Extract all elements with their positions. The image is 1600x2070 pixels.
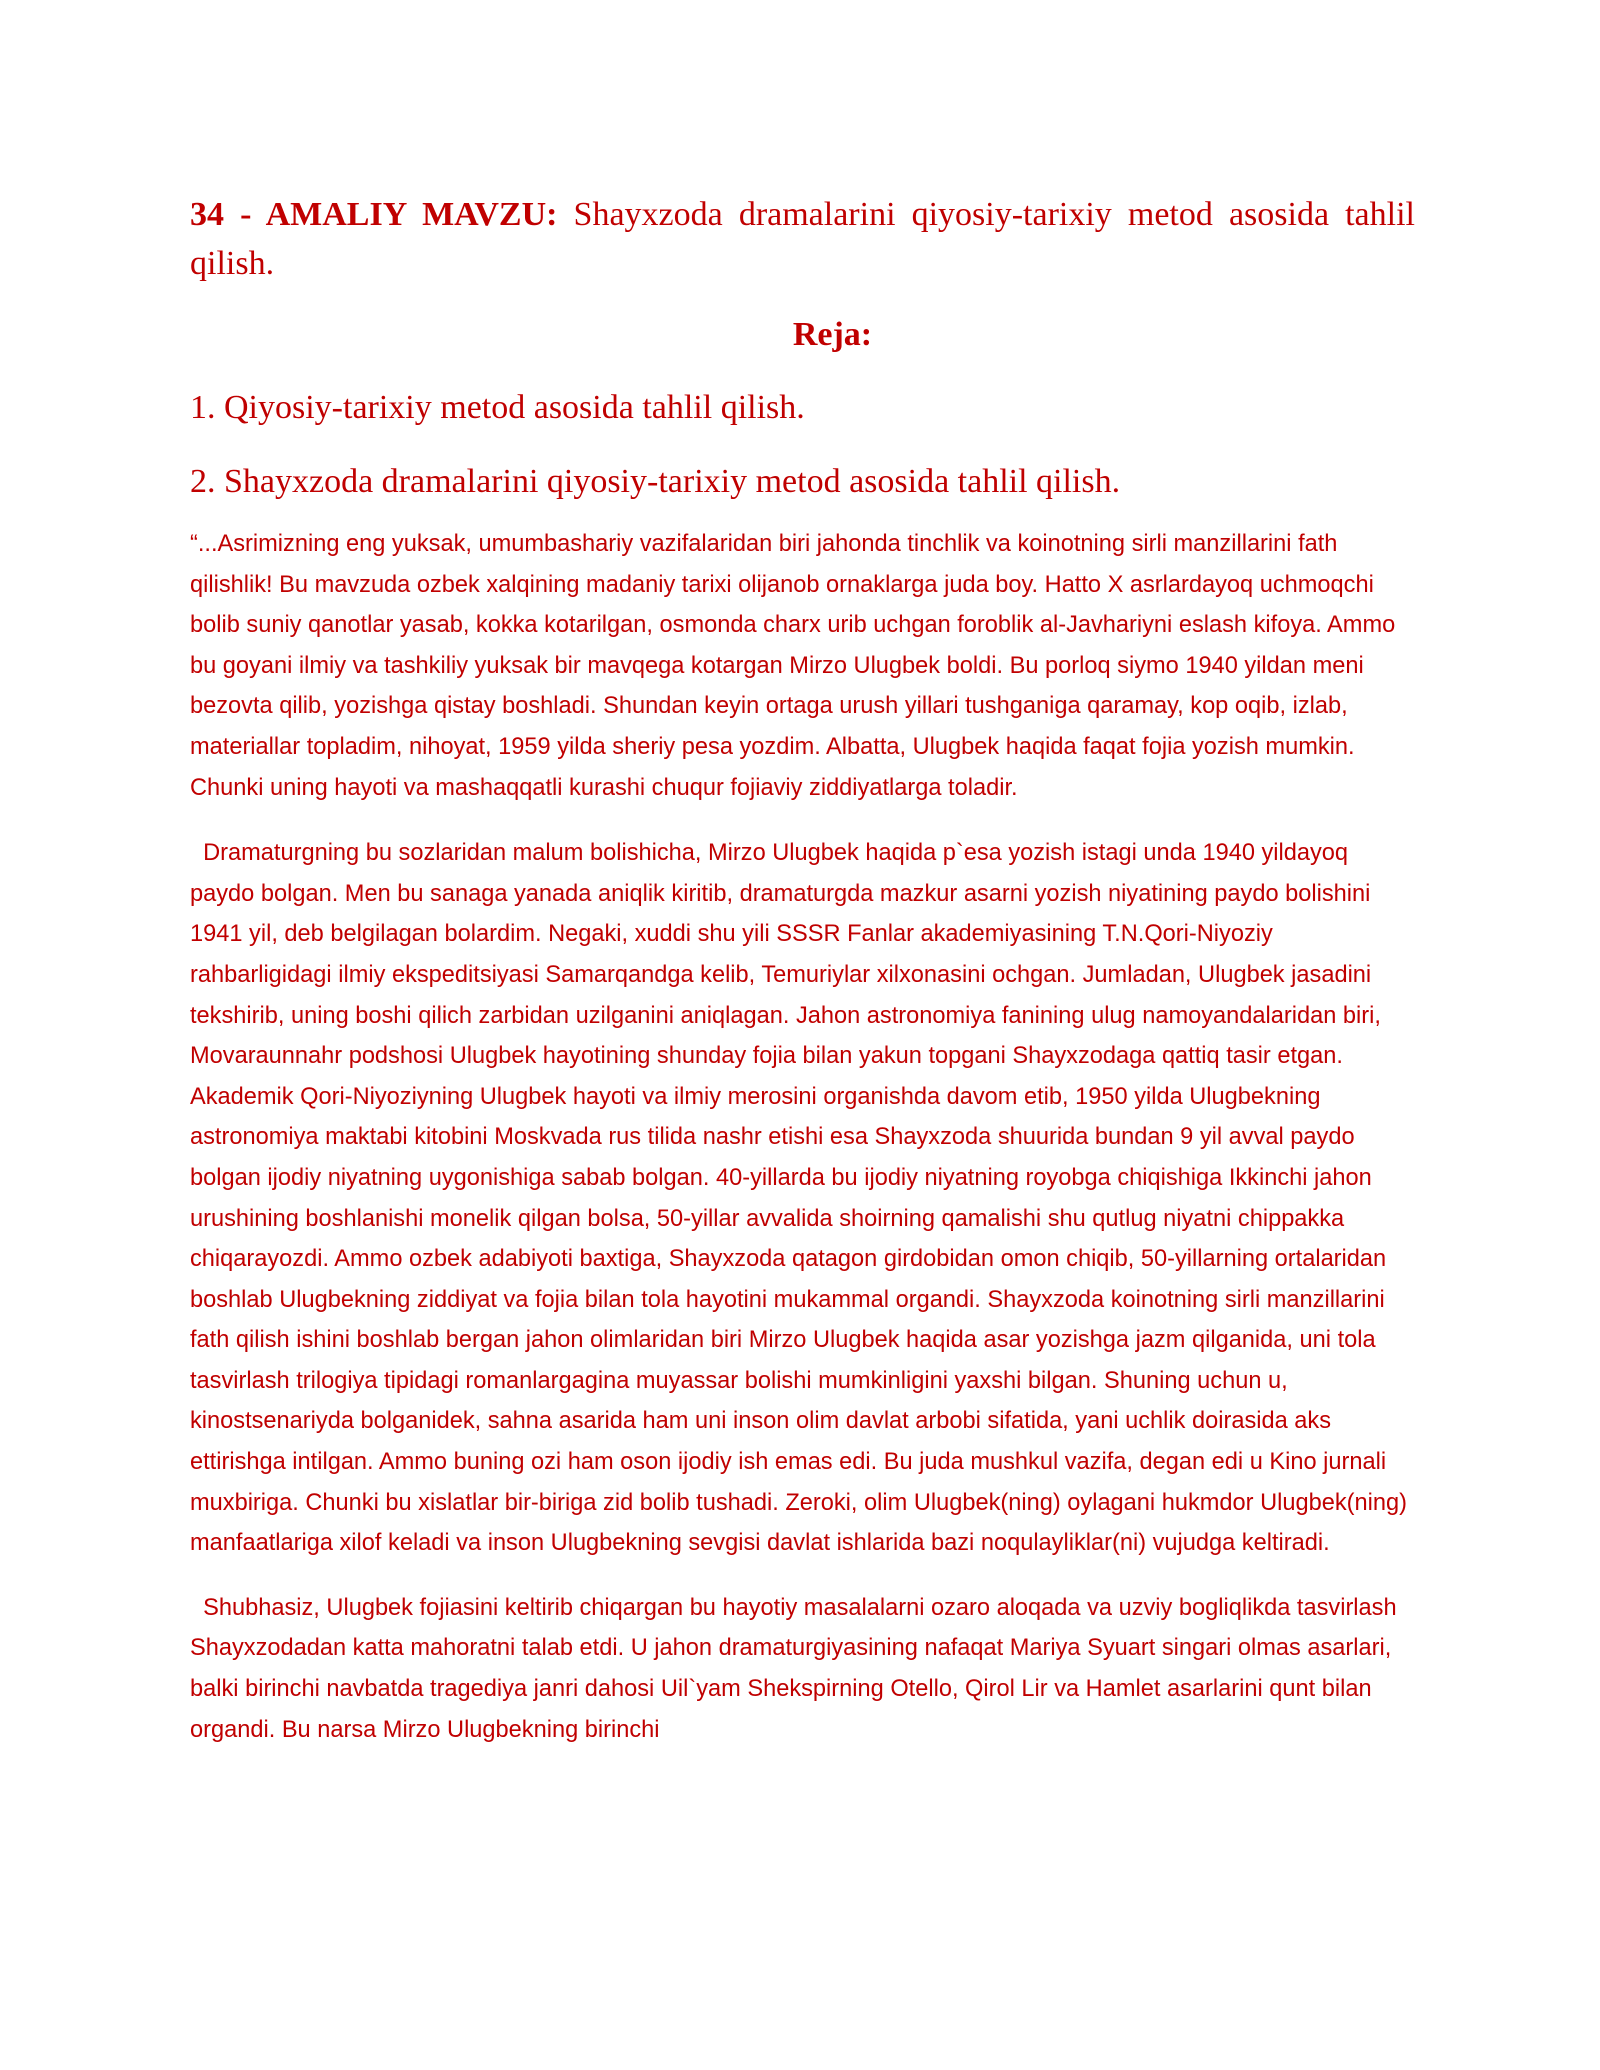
lesson-title — [190, 190, 1415, 288]
paragraph-quote: “...Asrimizning eng yuksak, umumbashariy vazifalaridan biri jahonda tinchlik va koinotning sirli manzillarini fath qilishlik! Bu mavzuda ozbek xalqining madaniy tarixi olijanob ornaklarga juda boy. Hatto X asrlardayoq uchmoqchi bolib suniy qanotlar yasab, kokka kotarilgan, osmonda charx urib uchgan foroblik al-Javhariyni eslash kifoya. Ammo bu goyani ilmiy va tashkiliy yuksak bir mavqega kotargan Mirzo Ulugbek boldi. Bu porloq siymo 1940 yildan meni bezovta qilib, yozishga qistay boshladi. Shundan keyin ortaga urush yillari tushganiga qaramay, kop oqib, izlab, materiallar topladim, nihoyat, 1959 yilda sheriy pesa yozdim. Albatta, Ulugbek haqida faqat fojia yozish mumkin. Chunki uning hayoti va mashaqqatli kurashi chuqur fojiaviy ziddiyatlarga toladir. — [190, 531, 1396, 801]
lesson-number: 34 - AMALIY MAVZU: — [190, 196, 558, 233]
paragraph-3 — [190, 1588, 1415, 1750]
paragraph-2-text: Dramaturgning bu sozlaridan malum bolishicha, Mirzo Ulugbek haqida p`esa yozish istagi unda 1940 yildayoq paydo bolgan. Men bu sanaga yanada aniqlik kiritib, dramaturgda mazkur asarni yozish niyatining paydo bolishini 1941 yil, deb belgilagan bolardim. Negaki, xuddi shu yili SSSR Fanlar akademiyasining T.N.Qori-Niyoziy rahbarligidagi ilmiy ekspeditsiyasi Samarqandga kelib, Temuriylar xilxonasini ochgan. Jumladan, Ulugbek jasadini tekshirib, uning boshi qilich zarbidan uzilganini aniqlagan. Jahon astronomiya fanining ulug namoyandalaridan biri, Movaraunnahr podshosi Ulugbek hayotining shunday fojia bilan yakun topgani Shayxzodaga qattiq tasir etgan. Akademik Qori-Niyoziyning Ulugbek hayoti va ilmiy merosini organishda davom etib, 1950 yilda Ulugbekning astronomiya maktabi kitobini Moskvada rus tilida nashr etishi esa Shayxzoda shuurida bundan 9 yil avval paydo bolgan ijodiy niyatning uygonishiga sabab bolgan. 40-yillarda bu ijodiy niyatning royobga chiqishiga Ikkinchi jahon urushining boshlanishi monelik qilgan bolsa, 50-yillar avvalida shoirning qamalishi shu qutlug niyatni chippakka chiqarayozdi. Ammo ozbek adabiyoti baxtiga, Shayxzoda qatagon girdobidan omon chiqib, 50-yillarning ortalaridan boshlab Ulugbekning ziddiyat va fojia bilan tola hayotini mukammal organdi. Shayxzoda koinotning sirli manzillarini fath qilish ishini boshlab bergan jahon olimlaridan biri Mirzo Ulugbek haqida asar yozishga jazm qilganida, uni tola tasvirlash trilogiya tipidagi romanlargagina muyassar bolishi mumkinligini yaxshi bilgan. Shuning uchun u, kinostsenariyda bolganidek, sahna asarida ham uni inson olim davlat arbobi sifatida, yani uchlik doirasida aks ettirishga intilgan. Ammo buning ozi ham oson ijodiy ish emas edi. Bu juda mushkul vazifa, degan edi u Kino jurnali muxbiriga. Chunki bu xislatlar bir-biriga zid bolib tushadi. Zeroki, olim Ulugbek(ning) oylagani hukmdor Ulugbek(ning) manfaatlariga xilof keladi va inson Ulugbekning sevgisi davlat ishlarida bazi noqulayliklar(ni) vujudga keltiradi. — [190, 840, 1407, 1557]
paragraph-2 — [190, 833, 1415, 1564]
lesson-topic: Shayxzoda dramalarini qiyosiy-tarixiy metod asosida tahlil qilish. — [190, 196, 1415, 282]
plan-item-1: 1. Qiyosiy-tarixiy metod asosida tahlil qilish. — [190, 389, 805, 426]
plan-heading: Reja: — [792, 316, 873, 353]
plan-item-2: 2. Shayxzoda dramalarini qiyosiy-tarixiy metod asosida tahlil qilish. — [190, 463, 1121, 500]
document-page — [190, 190, 1415, 1750]
paragraph-3-text: Shubhasiz, Ulugbek fojiasini keltirib chiqargan bu hayotiy masalalarni ozaro aloqada va uzviy bogliqlikda tasvirlash Shayxzodadan katta mahoratni talab etdi. U jahon dramaturgiyasining nafaqat Mariya Syuart singari olmas asarlari, balki birinchi navbatda tragediya janri dahosi Uil`yam Shekspirning Otello, Qirol Lir va Hamlet asarlarini qunt bilan organdi. Bu narsa Mirzo Ulugbekning birinchi — [190, 1594, 1397, 1743]
